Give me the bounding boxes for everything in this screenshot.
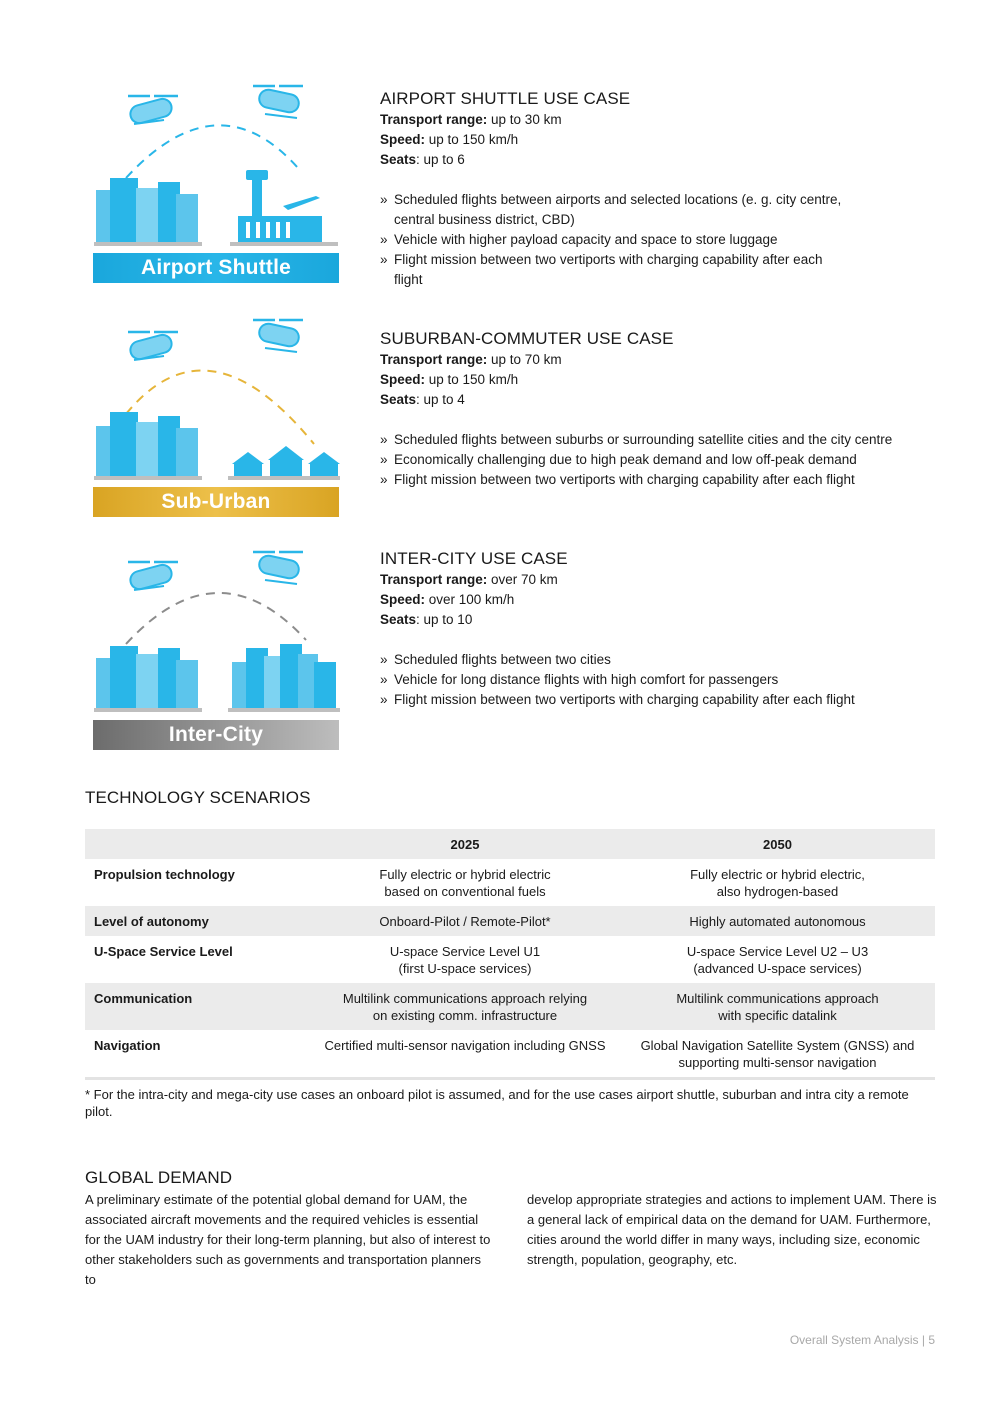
- page-footer: Overall System Analysis | 5: [789, 1333, 935, 1347]
- inter-city-illustration: [88, 544, 348, 714]
- houses-icon: [228, 446, 340, 480]
- spec-seats: Seats: up to 6: [380, 152, 465, 167]
- global-demand-column-1: A preliminary estimate of the potential global demand for UAM, the associated aircraft movements and the required vehicles is essential for the UAM industry for their long-term planning, but also of interest to other stakeholders such as governments and transportation planners to: [85, 1192, 491, 1287]
- use-case-title: INTER-CITY USE CASE: [380, 549, 568, 568]
- section-title-global-demand: GLOBAL DEMAND: [85, 1168, 233, 1187]
- list-item: » Flight mission between two vertiports with charging capability after each flight: [380, 690, 940, 710]
- drone-icon: [253, 86, 303, 118]
- drone-icon: [128, 562, 178, 591]
- drone-icon: [253, 552, 303, 584]
- table-cell: Multilink communications approach relying on existing comm. infrastructure: [310, 983, 620, 1030]
- suburban-illustration: [88, 314, 348, 482]
- drone-icon: [253, 320, 303, 352]
- list-item: » Flight mission between two vertiports with charging capability after each flight: [380, 470, 940, 490]
- table-cell: U-space Service Level U1 (first U-space services): [389, 944, 541, 976]
- table-row: [85, 936, 935, 983]
- global-demand-column-2: develop appropriate strategies and actions to implement UAM. There is a general lack of empirical data on the demand for UAM. Furthermore, cities around the world differ in many ways, including size, economic strength, population, geography, etc.: [527, 1192, 937, 1267]
- city-skyline-icon: [94, 646, 202, 712]
- table-header-row: [85, 829, 935, 859]
- use-case-bullets: [380, 650, 940, 710]
- city-skyline-icon: [94, 178, 202, 246]
- table-header: 2025: [310, 829, 620, 859]
- spec-seats: Seats: up to 4: [380, 392, 465, 407]
- use-case-title: SUBURBAN-COMMUTER USE CASE: [380, 329, 674, 348]
- use-case-title: AIRPORT SHUTTLE USE CASE: [380, 89, 631, 108]
- list-item: » Flight mission between two vertiports with charging capability after each flight: [380, 250, 850, 290]
- table-cell: Global Navigation Satellite System (GNSS) and supporting multi-sensor navigation: [620, 1030, 935, 1079]
- row-label: Communication: [85, 983, 310, 1030]
- technology-table: [85, 829, 935, 1080]
- table-row: [85, 906, 935, 936]
- drone-icon: [128, 332, 178, 361]
- use-case-bullets: [380, 190, 850, 290]
- airport-shuttle-illustration: [88, 78, 348, 250]
- table-row: [85, 1030, 935, 1079]
- row-label: Level of autonomy: [85, 906, 310, 936]
- row-label: Propulsion technology: [94, 867, 235, 882]
- city-skyline-icon: [228, 644, 340, 712]
- city-skyline-icon: [94, 412, 202, 480]
- table-cell: Onboard-Pilot / Remote-Pilot*: [310, 906, 620, 936]
- spec-speed: Speed: over 100 km/h: [380, 592, 515, 607]
- use-case-banner: Airport Shuttle: [93, 253, 339, 283]
- list-item: » Economically challenging due to high peak demand and low off-peak demand: [380, 450, 940, 470]
- table-cell: Multilink communications approach with specific datalink: [620, 983, 935, 1030]
- table-cell: U-space Service Level U2 – U3 (advanced U-space services): [686, 944, 869, 976]
- section-title-technology: TECHNOLOGY SCENARIOS: [85, 788, 311, 807]
- use-case-bullets: [380, 430, 940, 490]
- table-row: [85, 983, 935, 1030]
- spec-range: Transport range: up to 30 km: [380, 112, 562, 127]
- table-cell: Highly automated autonomous: [620, 906, 935, 936]
- table-header: 2050: [620, 829, 935, 859]
- row-label: U-Space Service Level: [94, 944, 233, 959]
- table-footnote: * For the intra-city and mega-city use cases an onboard pilot is assumed, and for the use cases airport shuttle, suburban and intra city a remote pilot.: [85, 1087, 909, 1119]
- spec-speed: Speed: up to 150 km/h: [380, 132, 519, 147]
- table-cell: Certified multi-sensor navigation including GNSS: [310, 1030, 620, 1079]
- spec-range: Transport range: up to 70 km: [380, 352, 562, 367]
- table-cell: Fully electric or hybrid electric, also hydrogen-based: [690, 867, 865, 899]
- spec-seats: Seats: up to 10: [380, 612, 473, 627]
- list-item: » Scheduled flights between two cities: [380, 650, 940, 670]
- table-header: [85, 829, 310, 859]
- table-row: [85, 859, 935, 906]
- use-case-banner: Inter-City: [93, 720, 339, 750]
- spec-range: Transport range: over 70 km: [380, 572, 558, 587]
- list-item: » Vehicle for long distance flights with high comfort for passengers: [380, 670, 940, 690]
- use-case-banner: Sub-Urban: [93, 487, 339, 517]
- list-item: » Scheduled flights between suburbs or surrounding satellite cities and the city centre: [380, 430, 940, 450]
- list-item: » Scheduled flights between airports and selected locations (e. g. city centre, central business district, CBD): [380, 190, 850, 230]
- airport-icon: [230, 170, 338, 246]
- drone-icon: [128, 96, 178, 125]
- row-label: Navigation: [85, 1030, 310, 1079]
- table-cell: Fully electric or hybrid electric based on conventional fuels: [379, 867, 551, 899]
- list-item: » Vehicle with higher payload capacity and space to store luggage: [380, 230, 850, 250]
- spec-speed: Speed: up to 150 km/h: [380, 372, 519, 387]
